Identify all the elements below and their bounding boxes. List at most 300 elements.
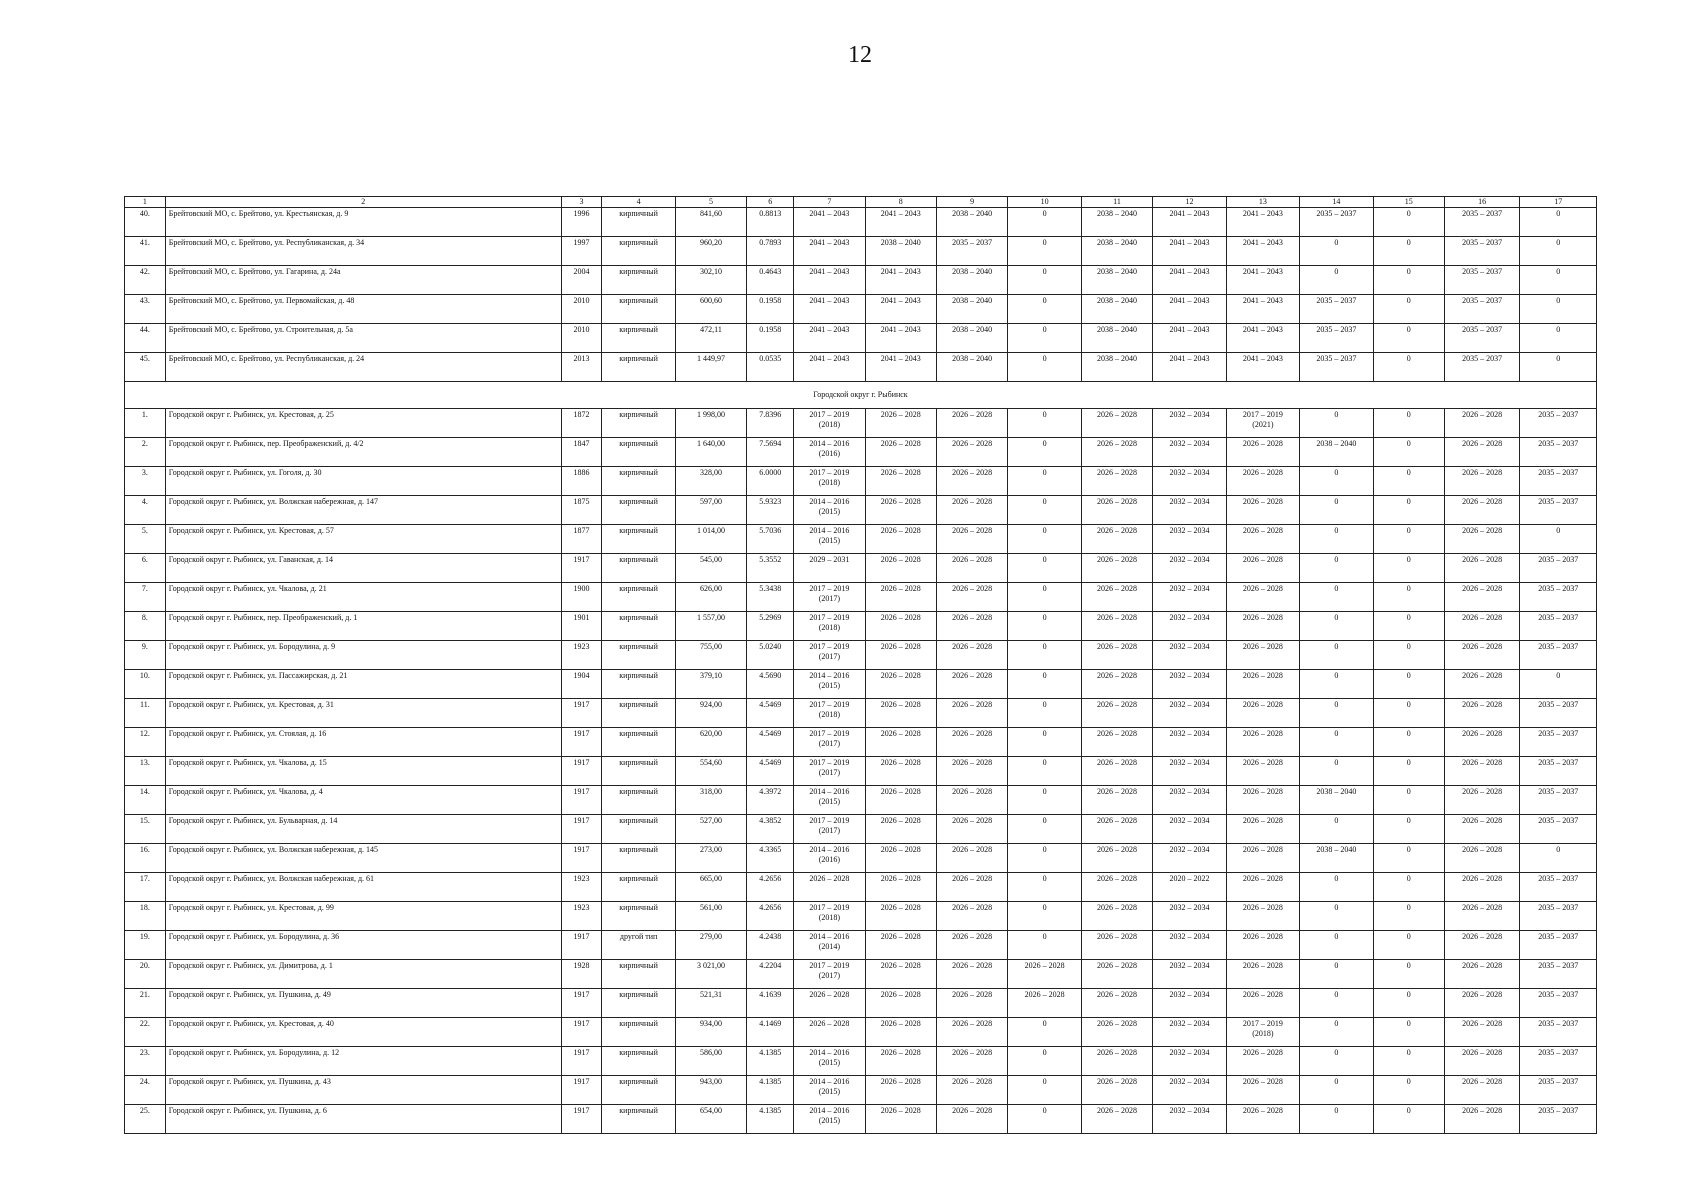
table-cell <box>561 583 602 612</box>
table-cell <box>794 1018 865 1047</box>
table-cell <box>1520 1076 1597 1105</box>
column-number: 3 <box>561 197 602 208</box>
column-number: 2 <box>165 197 561 208</box>
cell-value: 0 <box>1334 932 1339 941</box>
cell-value: 2026 – 2028 <box>1242 816 1283 825</box>
table-cell <box>794 699 865 728</box>
cell-value: 2026 – 2028 <box>1242 903 1283 912</box>
cell-value: Городской округ г. Рыбинск, ул. Бульварная, д. 14 <box>168 816 338 825</box>
cell-note: (2017) <box>818 826 841 835</box>
cell-value: 2014 – 2016 <box>809 1048 850 1057</box>
table-cell <box>1444 583 1519 612</box>
cell-value: 924,00 <box>700 700 723 709</box>
table-cell <box>125 1105 166 1134</box>
address-cell: Брейтовский МО, с. Брейтово, ул. Крестьянская, д. 9 <box>165 208 561 237</box>
cell-value: 2032 – 2034 <box>1169 584 1210 593</box>
table-cell: кирпичный <box>602 237 675 266</box>
table-cell <box>561 815 602 844</box>
table-cell <box>1373 496 1444 525</box>
table-cell <box>561 931 602 960</box>
cell-value: 2032 – 2034 <box>1169 468 1210 477</box>
table-cell <box>1373 786 1444 815</box>
table-cell: 2041 – 2043 <box>865 208 936 237</box>
table-cell <box>561 873 602 902</box>
table-cell <box>602 641 675 670</box>
cell-value: 2026 – 2028 <box>1097 1077 1138 1086</box>
cell-value: 1917 <box>573 555 590 564</box>
table-cell <box>1226 931 1299 960</box>
table-cell <box>1444 844 1519 873</box>
table-cell: 2004 <box>561 266 602 295</box>
table-cell <box>1081 960 1152 989</box>
cell-value: 6.0000 <box>759 468 782 477</box>
cell-value: 2026 – 2028 <box>880 845 921 854</box>
cell-value: 2026 – 2028 <box>952 555 993 564</box>
cell-value: 0 <box>1042 816 1047 825</box>
cell-value: 16. <box>139 845 150 854</box>
cell-value: 4.1385 <box>759 1048 782 1057</box>
cell-value: 2026 – 2028 <box>952 1019 993 1028</box>
cell-value: 0 <box>1042 642 1047 651</box>
table-cell <box>1153 757 1226 786</box>
table-cell <box>1081 1018 1152 1047</box>
table-cell <box>936 786 1007 815</box>
table-cell <box>675 1105 746 1134</box>
table-cell: кирпичный <box>602 353 675 382</box>
cell-value: кирпичный <box>619 526 658 535</box>
table-cell <box>1373 1105 1444 1134</box>
table-cell: 0 <box>1008 353 1081 382</box>
cell-value: 7. <box>141 584 148 593</box>
table-cell <box>794 496 865 525</box>
table-cell <box>1081 409 1152 438</box>
cell-value: 1917 <box>573 729 590 738</box>
table-cell: 0 <box>1520 237 1597 266</box>
table-cell <box>1226 1076 1299 1105</box>
table-cell <box>865 757 936 786</box>
cell-value: 5.9323 <box>759 497 782 506</box>
table-cell <box>1081 670 1152 699</box>
cell-value: 2026 – 2028 <box>1242 497 1283 506</box>
table-cell: 960,20 <box>675 237 746 266</box>
cell-value: 2026 – 2028 <box>1462 584 1503 593</box>
register-table <box>124 196 1597 1134</box>
table-cell <box>1008 873 1081 902</box>
cell-note: (2015) <box>818 536 841 545</box>
table-cell <box>675 902 746 931</box>
cell-value: 0 <box>1042 700 1047 709</box>
table-cell: кирпичный <box>602 324 675 353</box>
cell-value: 2026 – 2028 <box>1242 613 1283 622</box>
table-cell: 2035 – 2037 <box>1444 208 1519 237</box>
cell-value: 1917 <box>573 787 590 796</box>
table-cell: 0 <box>1520 208 1597 237</box>
table-cell <box>865 583 936 612</box>
table-cell <box>1081 989 1152 1018</box>
cell-value: Городской округ г. Рыбинск, ул. Крестовая, д. 57 <box>168 526 334 535</box>
table-cell <box>1226 699 1299 728</box>
table-cell <box>602 757 675 786</box>
table-cell <box>1153 641 1226 670</box>
cell-value: 2026 – 2028 <box>1242 990 1283 999</box>
cell-value: 2026 – 2028 <box>1242 932 1283 941</box>
table-cell <box>1520 1105 1597 1134</box>
cell-value: 2032 – 2034 <box>1169 410 1210 419</box>
table-cell <box>936 467 1007 496</box>
table-cell <box>1373 931 1444 960</box>
table-cell <box>936 1105 1007 1134</box>
table-cell <box>1153 583 1226 612</box>
table-cell <box>675 786 746 815</box>
cell-value: 2026 – 2028 <box>1242 642 1283 651</box>
table-cell <box>561 409 602 438</box>
cell-value: 2026 – 2028 <box>952 1077 993 1086</box>
address-cell: Брейтовский МО, с. Брейтово, ул. Республиканская, д. 24 <box>165 353 561 382</box>
table-cell <box>602 612 675 641</box>
table-cell: 2041 – 2043 <box>1226 266 1299 295</box>
cell-value: 0 <box>1334 1048 1339 1057</box>
table-cell <box>1300 641 1373 670</box>
table-cell <box>1153 1047 1226 1076</box>
cell-note: (2015) <box>818 1116 841 1125</box>
table-cell <box>1081 1105 1152 1134</box>
table-cell: 2041 – 2043 <box>1226 353 1299 382</box>
table-cell <box>1373 583 1444 612</box>
table-cell: 2041 – 2043 <box>1153 324 1226 353</box>
table-cell: 2041 – 2043 <box>794 237 865 266</box>
cell-value: 1 557,00 <box>697 613 726 622</box>
cell-value: 0 <box>1406 903 1411 912</box>
cell-value: Городской округ г. Рыбинск, ул. Гоголя, д. 30 <box>168 468 322 477</box>
cell-value: 328,00 <box>700 468 723 477</box>
table-cell: 2041 – 2043 <box>865 266 936 295</box>
table-row <box>125 931 1597 960</box>
table-cell <box>1153 409 1226 438</box>
cell-value: Городской округ г. Рыбинск, ул. Крестовая, д. 31 <box>168 700 334 709</box>
table-cell <box>1008 612 1081 641</box>
table-cell <box>1008 496 1081 525</box>
cell-value: кирпичный <box>619 555 658 564</box>
cell-value: 2026 – 2028 <box>1462 439 1503 448</box>
group-header-row <box>125 382 1597 409</box>
table-cell <box>125 583 166 612</box>
cell-value: Городской округ г. Рыбинск, ул. Волжская набережная, д. 145 <box>168 845 379 854</box>
table-row <box>125 641 1597 670</box>
table-cell <box>865 902 936 931</box>
address-cell: Брейтовский МО, с. Брейтово, ул. Гагарина, д. 24а <box>165 266 561 295</box>
table-cell <box>675 409 746 438</box>
cell-value: 1. <box>141 410 148 419</box>
table-cell <box>1153 786 1226 815</box>
table-cell: 0 <box>1373 208 1444 237</box>
table-cell <box>865 1105 936 1134</box>
cell-value: 2032 – 2034 <box>1169 613 1210 622</box>
table-cell <box>561 438 602 467</box>
cell-value: 1877 <box>573 526 590 535</box>
cell-value: кирпичный <box>619 613 658 622</box>
cell-value: 2026 – 2028 <box>880 903 921 912</box>
table-cell: 2041 – 2043 <box>1153 353 1226 382</box>
cell-value: 6. <box>141 555 148 564</box>
cell-value: 2026 – 2028 <box>880 1019 921 1028</box>
cell-value: 2035 – 2037 <box>1538 613 1579 622</box>
table-row <box>125 554 1597 583</box>
table-cell <box>794 844 865 873</box>
cell-value: 1872 <box>573 410 590 419</box>
cell-value: кирпичный <box>619 729 658 738</box>
cell-value: 13. <box>139 758 150 767</box>
cell-value: Городской округ г. Рыбинск, ул. Волжская набережная, д. 147 <box>168 497 379 506</box>
cell-value: 0 <box>1042 555 1047 564</box>
table-cell <box>747 554 794 583</box>
cell-value: 2014 – 2016 <box>809 671 850 680</box>
table-row <box>125 960 1597 989</box>
table-cell <box>1008 1105 1081 1134</box>
cell-value: 2035 – 2037 <box>1538 642 1579 651</box>
table-cell <box>1444 467 1519 496</box>
address-cell: Брейтовский МО, с. Брейтово, ул. Строительная, д. 5а <box>165 324 561 353</box>
table-cell <box>794 554 865 583</box>
column-number: 15 <box>1373 197 1444 208</box>
table-cell <box>865 728 936 757</box>
cell-value: 3. <box>141 468 148 477</box>
table-cell <box>936 641 1007 670</box>
column-number: 17 <box>1520 197 1597 208</box>
cell-value: 8. <box>141 613 148 622</box>
table-cell <box>125 699 166 728</box>
table-cell <box>1444 902 1519 931</box>
cell-value: 21. <box>139 990 150 999</box>
table-cell: 2038 – 2040 <box>1081 237 1152 266</box>
table-cell <box>936 409 1007 438</box>
cell-value: 2026 – 2028 <box>880 729 921 738</box>
cell-value: кирпичный <box>619 700 658 709</box>
table-cell <box>1081 554 1152 583</box>
table-cell <box>1444 1076 1519 1105</box>
table-cell: 2038 – 2040 <box>865 237 936 266</box>
cell-value: 2032 – 2034 <box>1169 497 1210 506</box>
cell-value: 2035 – 2037 <box>1538 729 1579 738</box>
address-cell <box>165 525 561 554</box>
table-cell: 2038 – 2040 <box>936 295 1007 324</box>
cell-value: 2026 – 2028 <box>1462 816 1503 825</box>
table-cell: 2035 – 2037 <box>1300 295 1373 324</box>
table-cell <box>1008 786 1081 815</box>
table-cell <box>1444 1105 1519 1134</box>
table-cell: 42. <box>125 266 166 295</box>
cell-value: 2017 – 2019 <box>809 613 850 622</box>
cell-value: кирпичный <box>619 497 658 506</box>
table-cell: 0.4643 <box>747 266 794 295</box>
cell-value: 2026 – 2028 <box>1242 1048 1283 1057</box>
table-cell <box>865 409 936 438</box>
table-cell <box>1300 554 1373 583</box>
column-number: 10 <box>1008 197 1081 208</box>
cell-value: 0 <box>1406 1048 1411 1057</box>
cell-value: 2026 – 2028 <box>1462 613 1503 622</box>
cell-value: 1900 <box>573 584 590 593</box>
table-cell <box>1300 902 1373 931</box>
table-row <box>125 438 1597 467</box>
table-cell: 0 <box>1300 266 1373 295</box>
table-row <box>125 295 1597 324</box>
table-cell <box>865 1076 936 1105</box>
cell-value: 4.3365 <box>759 845 782 854</box>
table-cell <box>602 844 675 873</box>
table-cell <box>1520 931 1597 960</box>
table-cell <box>1520 525 1597 554</box>
table-cell <box>747 757 794 786</box>
table-cell <box>794 960 865 989</box>
cell-value: 0 <box>1042 932 1047 941</box>
cell-value: 4. <box>141 497 148 506</box>
table-cell <box>794 525 865 554</box>
table-cell <box>675 989 746 1018</box>
table-cell <box>1008 757 1081 786</box>
table-cell <box>1300 525 1373 554</box>
cell-value: 2026 – 2028 <box>880 787 921 796</box>
column-number: 13 <box>1226 197 1299 208</box>
table-cell <box>865 1047 936 1076</box>
cell-value: 23. <box>139 1048 150 1057</box>
table-cell <box>1373 1076 1444 1105</box>
address-cell <box>165 554 561 583</box>
cell-value: 0 <box>1334 642 1339 651</box>
cell-value: 0 <box>1556 845 1561 854</box>
table-cell: 2038 – 2040 <box>936 324 1007 353</box>
cell-value: 2017 – 2019 <box>809 961 850 970</box>
table-cell <box>561 1047 602 1076</box>
address-cell <box>165 641 561 670</box>
table-cell <box>1081 583 1152 612</box>
cell-value: 4.5469 <box>759 700 782 709</box>
table-cell <box>1300 496 1373 525</box>
table-cell <box>865 931 936 960</box>
table-cell <box>1008 1047 1081 1076</box>
table-cell: 2013 <box>561 353 602 382</box>
cell-value: 0 <box>1334 729 1339 738</box>
cell-value: 2017 – 2019 <box>809 700 850 709</box>
cell-value: 4.2204 <box>759 961 782 970</box>
cell-value: 2026 – 2028 <box>1242 787 1283 796</box>
cell-value: 2026 – 2028 <box>1242 758 1283 767</box>
table-cell <box>1226 989 1299 1018</box>
cell-value: 2026 – 2028 <box>1097 671 1138 680</box>
cell-value: 0 <box>1406 468 1411 477</box>
table-cell <box>561 554 602 583</box>
cell-value: 2026 – 2028 <box>1242 439 1283 448</box>
table-row <box>125 728 1597 757</box>
table-cell <box>125 525 166 554</box>
cell-value: 2026 – 2028 <box>952 932 993 941</box>
cell-value: 318,00 <box>700 787 723 796</box>
table-cell <box>561 641 602 670</box>
cell-value: 1917 <box>573 1019 590 1028</box>
cell-value: Городской округ г. Рыбинск, ул. Бородулина, д. 9 <box>168 642 336 651</box>
cell-value: кирпичный <box>619 874 658 883</box>
cell-value: 2026 – 2028 <box>952 816 993 825</box>
cell-value: 0 <box>1406 700 1411 709</box>
cell-value: 521,31 <box>700 990 723 999</box>
cell-value: 2026 – 2028 <box>1462 932 1503 941</box>
cell-value: 0 <box>1042 1106 1047 1115</box>
cell-value: 2026 – 2028 <box>1097 410 1138 419</box>
cell-value: 0 <box>1406 845 1411 854</box>
table-cell <box>1520 496 1597 525</box>
table-cell <box>936 728 1007 757</box>
cell-value: 0 <box>1406 874 1411 883</box>
address-cell <box>165 989 561 1018</box>
table-cell: 2035 – 2037 <box>1444 266 1519 295</box>
table-cell <box>602 960 675 989</box>
table-cell <box>1300 612 1373 641</box>
cell-value: 2026 – 2028 <box>952 729 993 738</box>
table-row <box>125 266 1597 295</box>
cell-value: 2026 – 2028 <box>1097 1106 1138 1115</box>
cell-value: 2026 – 2028 <box>1462 555 1503 564</box>
table-cell <box>865 670 936 699</box>
cell-value: 2029 – 2031 <box>809 555 850 564</box>
table-cell <box>747 496 794 525</box>
cell-value: 2026 – 2028 <box>1242 584 1283 593</box>
cell-value: кирпичный <box>619 584 658 593</box>
table-row <box>125 612 1597 641</box>
cell-value: Городской округ г. Рыбинск, ул. Бородулина, д. 12 <box>168 1048 340 1057</box>
table-cell <box>675 525 746 554</box>
table-cell <box>602 583 675 612</box>
cell-value: 2026 – 2028 <box>809 990 850 999</box>
table-cell <box>1300 1105 1373 1134</box>
cell-value: 2026 – 2028 <box>880 555 921 564</box>
table-cell <box>602 467 675 496</box>
cell-value: 2035 – 2037 <box>1538 1077 1579 1086</box>
cell-value: 0 <box>1334 816 1339 825</box>
cell-value: 2035 – 2037 <box>1538 468 1579 477</box>
cell-value: 2026 – 2028 <box>952 903 993 912</box>
table-cell <box>1444 815 1519 844</box>
cell-value: 0 <box>1042 497 1047 506</box>
cell-value: 2026 – 2028 <box>952 613 993 622</box>
table-cell <box>794 612 865 641</box>
cell-value: 2032 – 2034 <box>1169 1048 1210 1057</box>
cell-value: 4.1469 <box>759 1019 782 1028</box>
table-cell: 2035 – 2037 <box>1300 208 1373 237</box>
table-cell <box>747 467 794 496</box>
cell-value: 2017 – 2019 <box>809 903 850 912</box>
table-cell <box>1520 844 1597 873</box>
cell-value: 0 <box>1334 613 1339 622</box>
cell-value: 2032 – 2034 <box>1169 845 1210 854</box>
table-cell <box>675 670 746 699</box>
cell-value: 2026 – 2028 <box>952 874 993 883</box>
table-cell <box>1008 525 1081 554</box>
table-cell: 0.8813 <box>747 208 794 237</box>
cell-value: 2026 – 2028 <box>1462 468 1503 477</box>
cell-note: (2017) <box>818 594 841 603</box>
cell-value: Городской округ г. Рыбинск, ул. Крестовая, д. 40 <box>168 1019 334 1028</box>
table-cell: 41. <box>125 237 166 266</box>
table-cell: 2041 – 2043 <box>794 324 865 353</box>
cell-value: 0 <box>1334 961 1339 970</box>
table-cell <box>1081 786 1152 815</box>
table-cell <box>1444 670 1519 699</box>
table-cell <box>1008 902 1081 931</box>
cell-value: 2026 – 2028 <box>952 526 993 535</box>
column-number: 1 <box>125 197 166 208</box>
table-cell <box>1153 844 1226 873</box>
cell-value: 2026 – 2028 <box>952 439 993 448</box>
table-cell <box>602 728 675 757</box>
